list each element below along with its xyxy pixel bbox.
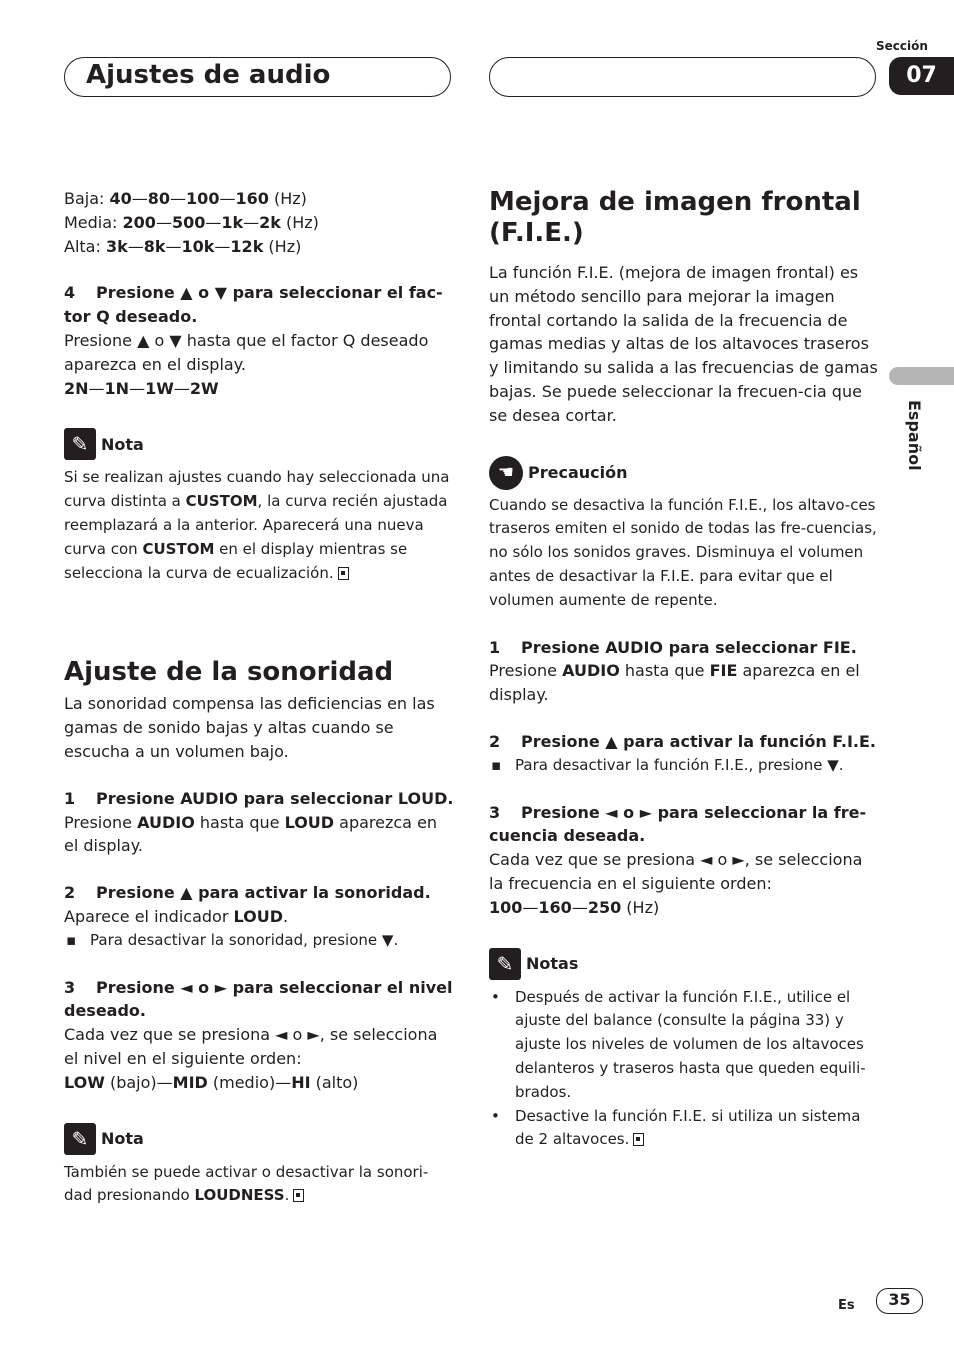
fie-step3-heading-cont: cuencia deseada. [489, 826, 646, 846]
step4-heading-cont: tor Q deseado. [64, 307, 198, 327]
loud-step2-bullet: ▪ Para desactivar la sonoridad, presione ▼. [64, 929, 456, 953]
fie-section-title: Mejora de imagen frontal (F.I.E.) [489, 187, 861, 248]
loud-step1-body: Presione AUDIO hasta que LOUD aparezca en el display. [64, 812, 438, 856]
fie-step1-heading: 1 Presione AUDIO para seleccionar FIE. [489, 637, 857, 657]
loud-step3-body: Cada vez que se presiona ◄ o ►, se selecciona el nivel en el siguiente orden: [64, 1025, 438, 1068]
note2-header: ✎ Nota [64, 1123, 456, 1155]
caution-header: ☚ Precaución [489, 456, 881, 490]
loud-step3-heading-cont: deseado. [64, 1001, 146, 1021]
fie-step3-body: Cada vez que se presiona ◄ o ►, se selecciona la frecuencia en el siguiente orden: [489, 850, 863, 893]
q-factor-order: 2N—1N—1W—2W [64, 378, 219, 398]
dot-bullet-icon: • [491, 987, 500, 1006]
fie-step2-heading: 2 Presione ▲ para activar la función F.I.E. [489, 731, 876, 751]
loud-step3-heading: 3 Presione ◄ o ► para seleccionar el nivel [64, 977, 453, 997]
end-mark-icon [633, 1133, 644, 1146]
fie-step3-heading: 3 Presione ◄ o ► para seleccionar la fre- [489, 802, 867, 822]
dot-bullet-icon: • [491, 1106, 500, 1125]
end-mark-icon [293, 1189, 304, 1202]
square-bullet-icon: ▪ [66, 930, 77, 949]
header-empty-frame [489, 57, 876, 97]
page-header-title: Ajustes de audio [86, 60, 331, 90]
note-pencil-icon: ✎ [64, 1123, 96, 1155]
loud-step1-heading: 1 Presione AUDIO para seleccionar LOUD. [64, 788, 454, 808]
section-number-badge: 07 [889, 57, 954, 95]
footer-lang-code: Es [838, 1298, 855, 1313]
loud-step2-heading: 2 Presione ▲ para activar la sonoridad. [64, 883, 431, 903]
step4-heading: 4 Presione ▲ o ▼ para seleccionar el fac- [64, 283, 443, 303]
loudness-intro: La sonoridad compensa las deficiencias en las gamas de sonido bajas y altas cuando se escucha a un volumen bajo. [64, 694, 435, 761]
right-column [489, 187, 881, 1152]
notes-header: ✎ Notas [489, 948, 881, 980]
freq-alta: Alta: 3k—8k—10k—12k (Hz) [64, 236, 302, 256]
step4-body: Presione ▲ o ▼ hasta que el factor Q deseado aparezca en el display. [64, 330, 429, 374]
caution-hand-icon: ☚ [489, 456, 523, 490]
fie-freq-order: 100—160—250 (Hz) [489, 897, 660, 917]
loudness-section-title: Ajuste de la sonoridad [64, 657, 394, 688]
page-number: 35 [876, 1288, 923, 1314]
end-mark-icon [338, 567, 349, 580]
section-label: Sección [876, 39, 928, 53]
freq-baja: Baja: 40—80—100—160 (Hz) [64, 189, 307, 208]
fie-intro: La función F.I.E. (mejora de imagen frontal) es un método sencillo para mejorar la imagen frontal cortando la salida de la frecuencia de gamas medias y altas de los altavoces traseros y limitando su salida a las frecuencias de gamas bajas. Se puede seleccionar la frecuen-cia que se desea cortar. [489, 263, 878, 425]
caution-body: Cuando se desactiva la función F.I.E., los altavo-ces traseros emiten el sonido de todas las fre-cuencias, no sólo los sonidos graves. Disminuya el volumen antes de desactivar la F.I.E. para evitar que el volumen aumente de repente. [489, 495, 877, 609]
note-pencil-icon: ✎ [489, 948, 521, 980]
square-bullet-icon: ▪ [491, 755, 502, 774]
note2-body: También se puede activar o desactivar la sonori-dad presionando LOUDNESS. [64, 1162, 429, 1205]
note1-body: Si se realizan ajustes cuando hay seleccionada una curva distinta a CUSTOM, la curva recién ajustada reemplazará a la anterior. Aparecerá una nueva curva con CUSTOM en el display mientras se selecciona la curva de ecualización. [64, 468, 450, 582]
fie-step2-bullet: ▪ Para desactivar la función F.I.E., presione ▼. [489, 754, 881, 778]
note1-header: ✎ Nota [64, 428, 456, 460]
fie-step1-body: Presione AUDIO hasta que FIE aparezca en el display. [489, 661, 860, 705]
notes-item-2: • Desactive la función F.I.E. si utiliza un sistema de 2 altavoces. [491, 1106, 861, 1149]
notes-item-1: • Después de activar la función F.I.E., utilice el ajuste del balance (consulte la página 33) y ajuste los niveles de volumen de los altavoces delanteros y traseros hasta que queden equili-brados. [491, 987, 866, 1101]
loud-level-order: LOW (bajo)—MID (medio)—HI (alto) [64, 1072, 359, 1092]
left-column [64, 187, 456, 1208]
note-pencil-icon: ✎ [64, 428, 96, 460]
loud-step2-body: Aparece el indicador LOUD. [64, 906, 289, 926]
freq-media: Media: 200—500—1k—2k (Hz) [64, 212, 319, 232]
language-tab-label: Español [905, 400, 924, 471]
language-tab [889, 367, 954, 385]
